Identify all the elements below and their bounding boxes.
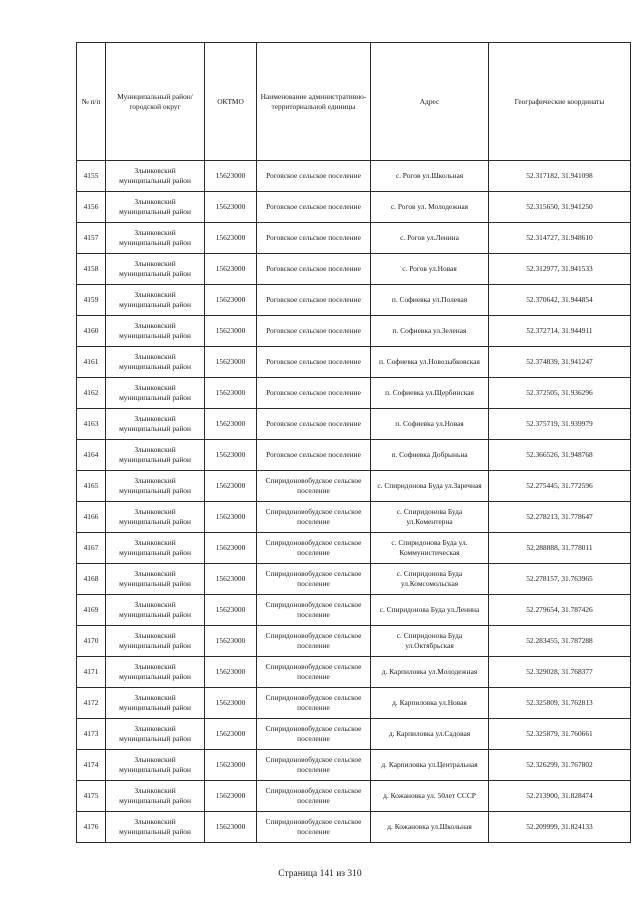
table-row <box>77 192 631 223</box>
cell-district: Злынковский муниципальный район <box>106 409 205 440</box>
cell-number: 4167 <box>77 533 106 564</box>
cell-territorial-unit: Спиридоновобудское сельское поселение <box>257 688 371 719</box>
cell-territorial-unit: Спиридоновобудское сельское поселение <box>257 564 371 595</box>
cell-coordinates: 52.326299, 31.767802 <box>489 750 631 781</box>
cell-coordinates: 52.213900, 31.828474 <box>489 781 631 812</box>
cell-territorial-unit: Роговское сельское поселение <box>257 192 371 223</box>
table-row <box>77 285 631 316</box>
cell-coordinates: 52.279654, 31.787426 <box>489 595 631 626</box>
cell-district: Злынковский муниципальный район <box>106 347 205 378</box>
header-territorial-unit: Наименование административно-территориальной единицы <box>257 43 371 161</box>
cell-territorial-unit: Спиридоновобудское сельское поселение <box>257 719 371 750</box>
cell-coordinates: 52.366526, 31.948768 <box>489 440 631 471</box>
header-coordinates: Географические координаты <box>489 43 631 161</box>
cell-district: Злынковский муниципальный район <box>106 502 205 533</box>
cell-address: д. Кожановка ул. 50лет СССР <box>371 781 489 812</box>
cell-territorial-unit: Роговское сельское поселение <box>257 316 371 347</box>
cell-coordinates: 52.375719, 31.939979 <box>489 409 631 440</box>
cell-coordinates: 52.372714, 31.944911 <box>489 316 631 347</box>
cell-territorial-unit: Роговское сельское поселение <box>257 161 371 192</box>
header-address: Адрес <box>371 43 489 161</box>
table-row <box>77 502 631 533</box>
cell-coordinates: 52.278157, 31.763965 <box>489 564 631 595</box>
table-row <box>77 316 631 347</box>
cell-coordinates: 52.370642, 31.944854 <box>489 285 631 316</box>
cell-number: 4155 <box>77 161 106 192</box>
cell-address: д. Карпиловка ул.Центральная <box>371 750 489 781</box>
cell-oktmo: 15623000 <box>205 471 257 502</box>
cell-oktmo: 15623000 <box>205 285 257 316</box>
table-row <box>77 781 631 812</box>
cell-oktmo: 15623000 <box>205 378 257 409</box>
cell-territorial-unit: Спиридоновобудское сельское поселение <box>257 471 371 502</box>
cell-territorial-unit: Роговское сельское поселение <box>257 285 371 316</box>
cell-district: Злынковский муниципальный район <box>106 378 205 409</box>
cell-address: с. Спиридонова Буда ул.Коментерна <box>371 502 489 533</box>
cell-oktmo: 15623000 <box>205 688 257 719</box>
cell-district: Злынковский муниципальный район <box>106 161 205 192</box>
cell-address: с. Рогов ул.Школьная <box>371 161 489 192</box>
table-row <box>77 347 631 378</box>
cell-oktmo: 15623000 <box>205 750 257 781</box>
cell-oktmo: 15623000 <box>205 502 257 533</box>
cell-number: 4164 <box>77 440 106 471</box>
cell-number: 4169 <box>77 595 106 626</box>
cell-address: с. Спиридонова Буда ул.Комсомольская <box>371 564 489 595</box>
cell-territorial-unit: Спиридоновобудское сельское поселение <box>257 812 371 843</box>
cell-district: Злынковский муниципальный район <box>106 254 205 285</box>
cell-address: с. Спиридонова Буда ул. Коммунистическая <box>371 533 489 564</box>
cell-coordinates: 52.315650, 31.941250 <box>489 192 631 223</box>
cell-oktmo: 15623000 <box>205 657 257 688</box>
cell-oktmo: 15623000 <box>205 192 257 223</box>
cell-coordinates: 52.325879, 31.760661 <box>489 719 631 750</box>
cell-district: Злынковский муниципальный район <box>106 285 205 316</box>
table-row <box>77 254 631 285</box>
data-table <box>76 42 631 843</box>
cell-number: 4159 <box>77 285 106 316</box>
cell-coordinates: 52.374839, 31.941247 <box>489 347 631 378</box>
cell-address: п. Софиевка ул.Зеленая <box>371 316 489 347</box>
table-row <box>77 812 631 843</box>
cell-district: Злынковский муниципальный район <box>106 440 205 471</box>
table-row <box>77 223 631 254</box>
cell-district: Злынковский муниципальный район <box>106 471 205 502</box>
header-district: Муниципальный район/городской округ <box>106 43 205 161</box>
cell-territorial-unit: Спиридоновобудское сельское поселение <box>257 781 371 812</box>
cell-territorial-unit: Роговское сельское поселение <box>257 347 371 378</box>
cell-address: с. Спиридонова Буда ул.Заречная <box>371 471 489 502</box>
cell-district: Злынковский муниципальный район <box>106 812 205 843</box>
cell-territorial-unit: Роговское сельское поселение <box>257 409 371 440</box>
cell-district: Злынковский муниципальный район <box>106 316 205 347</box>
cell-number: 4166 <box>77 502 106 533</box>
cell-number: 4158 <box>77 254 106 285</box>
cell-number: 4157 <box>77 223 106 254</box>
cell-territorial-unit: Спиридоновобудское сельское поселение <box>257 750 371 781</box>
cell-address: с. Рогов ул.Новая <box>371 254 489 285</box>
cell-coordinates: 52.312977, 31.941533 <box>489 254 631 285</box>
cell-address: д. Карпиловка ул.Садовая <box>371 719 489 750</box>
cell-address: п. Софиевка ул.Новая <box>371 409 489 440</box>
cell-coordinates: 52.278213, 31.778647 <box>489 502 631 533</box>
cell-coordinates: 52.314727, 31.948610 <box>489 223 631 254</box>
cell-district: Злынковский муниципальный район <box>106 223 205 254</box>
cell-address: с. Рогов ул.Ленина <box>371 223 489 254</box>
table-row <box>77 564 631 595</box>
cell-address: с. Спиридонова Буда ул.Ленина <box>371 595 489 626</box>
cell-district: Злынковский муниципальный район <box>106 533 205 564</box>
page-number: Страница 141 из 310 <box>278 869 362 879</box>
table-row <box>77 378 631 409</box>
cell-number: 4173 <box>77 719 106 750</box>
cell-number: 4168 <box>77 564 106 595</box>
cell-number: 4171 <box>77 657 106 688</box>
cell-coordinates: 52.317182, 31.941098 <box>489 161 631 192</box>
cell-oktmo: 15623000 <box>205 564 257 595</box>
cell-address: с. Спиридонова Буда ул.Октябрьская <box>371 626 489 657</box>
cell-district: Злынковский муниципальный район <box>106 688 205 719</box>
header-number: № п/п <box>77 43 106 161</box>
cell-address: п. Софиевка ул.Щербинская <box>371 378 489 409</box>
cell-territorial-unit: Спиридоновобудское сельское поселение <box>257 502 371 533</box>
table-row <box>77 471 631 502</box>
cell-territorial-unit: Спиридоновобудское сельское поселение <box>257 533 371 564</box>
cell-territorial-unit: Роговское сельское поселение <box>257 440 371 471</box>
table-row <box>77 533 631 564</box>
cell-district: Злынковский муниципальный район <box>106 781 205 812</box>
cell-oktmo: 15623000 <box>205 316 257 347</box>
cell-oktmo: 15623000 <box>205 409 257 440</box>
cell-district: Злынковский муниципальный район <box>106 564 205 595</box>
cell-district: Злынковский муниципальный район <box>106 595 205 626</box>
table-row <box>77 657 631 688</box>
table-row <box>77 688 631 719</box>
cell-district: Злынковский муниципальный район <box>106 626 205 657</box>
cell-coordinates: 52.288888, 31.778011 <box>489 533 631 564</box>
cell-oktmo: 15623000 <box>205 223 257 254</box>
cell-number: 4163 <box>77 409 106 440</box>
cell-territorial-unit: Спиридоновобудское сельское поселение <box>257 626 371 657</box>
cell-territorial-unit: Роговское сельское поселение <box>257 378 371 409</box>
cell-number: 4175 <box>77 781 106 812</box>
cell-oktmo: 15623000 <box>205 161 257 192</box>
cell-coordinates: 52.325809, 31.762813 <box>489 688 631 719</box>
cell-district: Злынковский муниципальный район <box>106 192 205 223</box>
cell-address: п. Софиевка ул.Полевая <box>371 285 489 316</box>
cell-oktmo: 15623000 <box>205 781 257 812</box>
cell-number: 4160 <box>77 316 106 347</box>
cell-territorial-unit: Роговское сельское поселение <box>257 254 371 285</box>
cell-coordinates: 52.283455, 31.787288 <box>489 626 631 657</box>
cell-territorial-unit: Спиридоновобудское сельское поселение <box>257 657 371 688</box>
cell-oktmo: 15623000 <box>205 719 257 750</box>
cell-number: 4176 <box>77 812 106 843</box>
cell-address: д. Кожановка ул.Школьная <box>371 812 489 843</box>
header-oktmo: ОКТМО <box>205 43 257 161</box>
cell-oktmo: 15623000 <box>205 533 257 564</box>
cell-coordinates: 52.329028, 31.768377 <box>489 657 631 688</box>
cell-number: 4174 <box>77 750 106 781</box>
cell-number: 4162 <box>77 378 106 409</box>
cell-coordinates: 52.275445, 31.772596 <box>489 471 631 502</box>
cell-oktmo: 15623000 <box>205 347 257 378</box>
cell-address: п. Софиевка ул.Новозыбковская <box>371 347 489 378</box>
header-row <box>77 43 631 161</box>
cell-district: Злынковский муниципальный район <box>106 657 205 688</box>
cell-oktmo: 15623000 <box>205 440 257 471</box>
table-row <box>77 409 631 440</box>
cell-oktmo: 15623000 <box>205 626 257 657</box>
cell-territorial-unit: Спиридоновобудское сельское поселение <box>257 595 371 626</box>
table-row <box>77 440 631 471</box>
cell-district: Злынковский муниципальный район <box>106 750 205 781</box>
cell-address: д. Карпиловка ул.Молодежная <box>371 657 489 688</box>
cell-number: 4170 <box>77 626 106 657</box>
cell-oktmo: 15623000 <box>205 595 257 626</box>
table-row <box>77 750 631 781</box>
cell-number: 4161 <box>77 347 106 378</box>
cell-coordinates: 52.372505, 31.936296 <box>489 378 631 409</box>
table-row <box>77 719 631 750</box>
table-row <box>77 595 631 626</box>
cell-oktmo: 15623000 <box>205 812 257 843</box>
cell-district: Злынковский муниципальный район <box>106 719 205 750</box>
cell-address: п. Софиевка Добрыньна <box>371 440 489 471</box>
cell-number: 4172 <box>77 688 106 719</box>
cell-territorial-unit: Роговское сельское поселение <box>257 223 371 254</box>
cell-number: 4156 <box>77 192 106 223</box>
cell-number: 4165 <box>77 471 106 502</box>
table-row <box>77 626 631 657</box>
cell-address: с. Рогов ул. Молодежная <box>371 192 489 223</box>
table-row <box>77 161 631 192</box>
cell-coordinates: 52.209999, 31.824133 <box>489 812 631 843</box>
cell-address: д. Карпиловка ул.Новая <box>371 688 489 719</box>
cell-oktmo: 15623000 <box>205 254 257 285</box>
